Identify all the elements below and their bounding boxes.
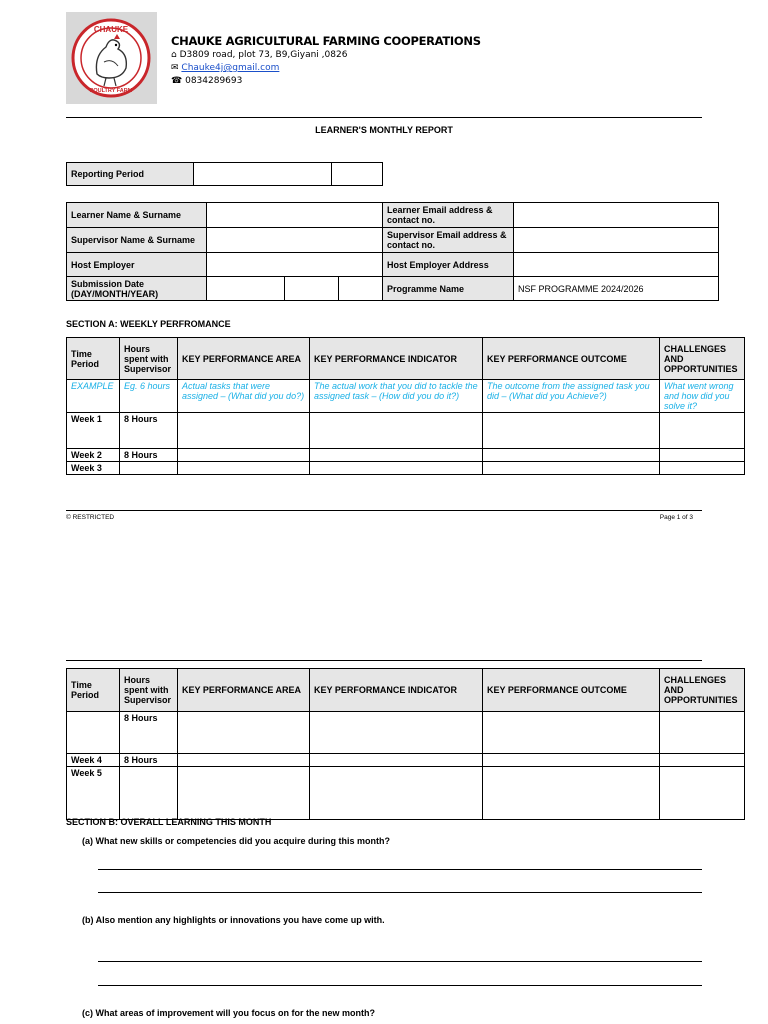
- row-hours: 8 Hours: [120, 449, 178, 462]
- header-time-period: Time Period: [67, 669, 120, 712]
- example-period: EXAMPLE: [67, 380, 120, 413]
- host-address-field[interactable]: [514, 253, 719, 277]
- row-kpi-field[interactable]: [310, 754, 483, 767]
- table-row: [67, 449, 745, 462]
- example-challenges: What went wrong and how did you solve it?: [660, 380, 745, 413]
- row-challenges-field[interactable]: [660, 449, 745, 462]
- example-kpi: The actual work that you did to tackle the assigned task – (How did you do it?): [310, 380, 483, 413]
- row-kpa-field[interactable]: [178, 413, 310, 449]
- header-challenges: CHALLENGES AND OPPORTUNITIES: [660, 669, 745, 712]
- row-kpi-field[interactable]: [310, 413, 483, 449]
- table-row: [67, 462, 745, 475]
- weekly-performance-table: [66, 337, 745, 475]
- host-employer-label: Host Employer: [67, 253, 207, 277]
- row-kpa-field[interactable]: [178, 712, 310, 754]
- row-kpo-field[interactable]: [483, 712, 660, 754]
- example-kpa: Actual tasks that were assigned – (What did you do?): [178, 380, 310, 413]
- question-b: (b) Also mention any highlights or innovations you have come up with.: [82, 915, 385, 925]
- company-email-link[interactable]: Chauke4j@gmail.com: [181, 63, 280, 73]
- learner-name-label: Learner Name & Surname: [67, 203, 207, 228]
- submission-month-field[interactable]: [285, 277, 339, 301]
- row-period: Week 3: [67, 462, 120, 475]
- row-kpo-field[interactable]: [483, 413, 660, 449]
- envelope-icon: ✉: [171, 63, 179, 73]
- row-period: Week 2: [67, 449, 120, 462]
- learner-email-label: Learner Email address & contact no.: [383, 203, 514, 228]
- example-row: [67, 380, 745, 413]
- logo-text-bottom: POULTRY FARM: [89, 88, 133, 94]
- row-kpa-field[interactable]: [178, 754, 310, 767]
- row-kpo-field[interactable]: [483, 449, 660, 462]
- row-period: Week 5: [67, 767, 120, 820]
- learner-name-field[interactable]: [207, 203, 383, 228]
- email-line: [171, 63, 481, 74]
- row-kpi-field[interactable]: [310, 712, 483, 754]
- header-challenges: CHALLENGES AND OPPORTUNITIES: [660, 338, 745, 380]
- row-kpo-field[interactable]: [483, 767, 660, 820]
- reporting-period-label: Reporting Period: [67, 163, 194, 186]
- host-address-label: Host Employer Address: [383, 253, 514, 277]
- submission-date-label: Submission Date (DAY/MONTH/YEAR): [67, 277, 207, 301]
- row-kpa-field[interactable]: [178, 767, 310, 820]
- example-hours: Eg. 6 hours: [120, 380, 178, 413]
- header-divider: [66, 117, 702, 118]
- supervisor-name-label: Supervisor Name & Surname: [67, 228, 207, 253]
- footer-divider: [66, 510, 702, 511]
- logo-text-top: CHAUKE: [93, 25, 129, 34]
- host-employer-field[interactable]: [207, 253, 383, 277]
- company-details: [171, 34, 481, 87]
- row-kpo-field[interactable]: [483, 462, 660, 475]
- learner-email-field[interactable]: [514, 203, 719, 228]
- row-challenges-field[interactable]: [660, 767, 745, 820]
- reporting-period-field[interactable]: [194, 163, 332, 186]
- page2-header-divider: [66, 660, 702, 661]
- reporting-period-extra-field[interactable]: [332, 163, 383, 186]
- section-a-title: SECTION A: WEEKLY PERFROMANCE: [66, 319, 231, 329]
- learner-details-table: [66, 202, 719, 301]
- header-kpi: KEY PERFORMANCE INDICATOR: [310, 669, 483, 712]
- company-phone: 0834289693: [185, 76, 243, 86]
- row-hours: 8 Hours: [120, 413, 178, 449]
- header-kpa: KEY PERFORMANCE AREA: [178, 338, 310, 380]
- answer-line[interactable]: [98, 961, 702, 962]
- row-period: Week 4: [67, 754, 120, 767]
- header-hours: Hours spent with Supervisor: [120, 338, 178, 380]
- header-kpo: KEY PERFORMANCE OUTCOME: [483, 338, 660, 380]
- row-kpo-field[interactable]: [483, 754, 660, 767]
- company-name: CHAUKE AGRICULTURAL FARMING COOPERATIONS: [171, 34, 481, 48]
- section-b-title: SECTION B: OVERALL LEARNING THIS MONTH: [66, 817, 272, 827]
- row-challenges-field[interactable]: [660, 462, 745, 475]
- header-kpa: KEY PERFORMANCE AREA: [178, 669, 310, 712]
- row-kpa-field[interactable]: [178, 449, 310, 462]
- answer-line[interactable]: [98, 869, 702, 870]
- row-challenges-field[interactable]: [660, 712, 745, 754]
- row-challenges-field[interactable]: [660, 754, 745, 767]
- answer-line[interactable]: [98, 985, 702, 986]
- footer-page-number: Page 1 of 3: [659, 514, 693, 521]
- header-time-period: Time Period: [67, 338, 120, 380]
- address-line: [171, 50, 481, 61]
- row-challenges-field[interactable]: [660, 413, 745, 449]
- phone-line: [171, 76, 481, 87]
- question-c: (c) What areas of improvement will you focus on for the new month?: [82, 1008, 376, 1018]
- table-row: [67, 712, 745, 754]
- supervisor-email-label: Supervisor Email address & contact no.: [383, 228, 514, 253]
- row-kpi-field[interactable]: [310, 462, 483, 475]
- phone-icon: ☎: [171, 76, 183, 86]
- table-row: [67, 767, 745, 820]
- supervisor-email-field[interactable]: [514, 228, 719, 253]
- row-kpi-field[interactable]: [310, 449, 483, 462]
- row-kpi-field[interactable]: [310, 767, 483, 820]
- row-period: Week 1: [67, 413, 120, 449]
- header-kpo: KEY PERFORMANCE OUTCOME: [483, 669, 660, 712]
- report-title: LEARNER'S MONTHLY REPORT: [315, 125, 453, 135]
- row-hours: 8 Hours: [120, 754, 178, 767]
- reporting-period-table: [66, 162, 383, 186]
- answer-line[interactable]: [98, 892, 702, 893]
- row-hours: [120, 767, 178, 820]
- question-a: (a) What new skills or competencies did you acquire during this month?: [82, 836, 391, 846]
- weekly-performance-table-continued: [66, 668, 745, 820]
- table-row: [67, 754, 745, 767]
- example-kpo: The outcome from the assigned task you did – (What did you Achieve?): [483, 380, 660, 413]
- submission-day-field[interactable]: [207, 277, 285, 301]
- company-logo: [66, 12, 157, 104]
- programme-name-label: Programme Name: [383, 277, 514, 301]
- header-hours: Hours spent with Supervisor: [120, 669, 178, 712]
- footer-restricted: © RESTRICTED: [66, 514, 115, 521]
- row-hours: 8 Hours: [120, 712, 178, 754]
- header-kpi: KEY PERFORMANCE INDICATOR: [310, 338, 483, 380]
- home-icon: ⌂: [171, 50, 177, 60]
- row-kpa-field[interactable]: [178, 462, 310, 475]
- company-address: D3809 road, plot 73, B9,Giyani ,0826: [179, 50, 348, 60]
- row-period: [67, 712, 120, 754]
- supervisor-name-field[interactable]: [207, 228, 383, 253]
- table-row: [67, 413, 745, 449]
- programme-name-value: NSF PROGRAMME 2024/2026: [514, 277, 719, 301]
- submission-year-field[interactable]: [339, 277, 383, 301]
- row-hours: [120, 462, 178, 475]
